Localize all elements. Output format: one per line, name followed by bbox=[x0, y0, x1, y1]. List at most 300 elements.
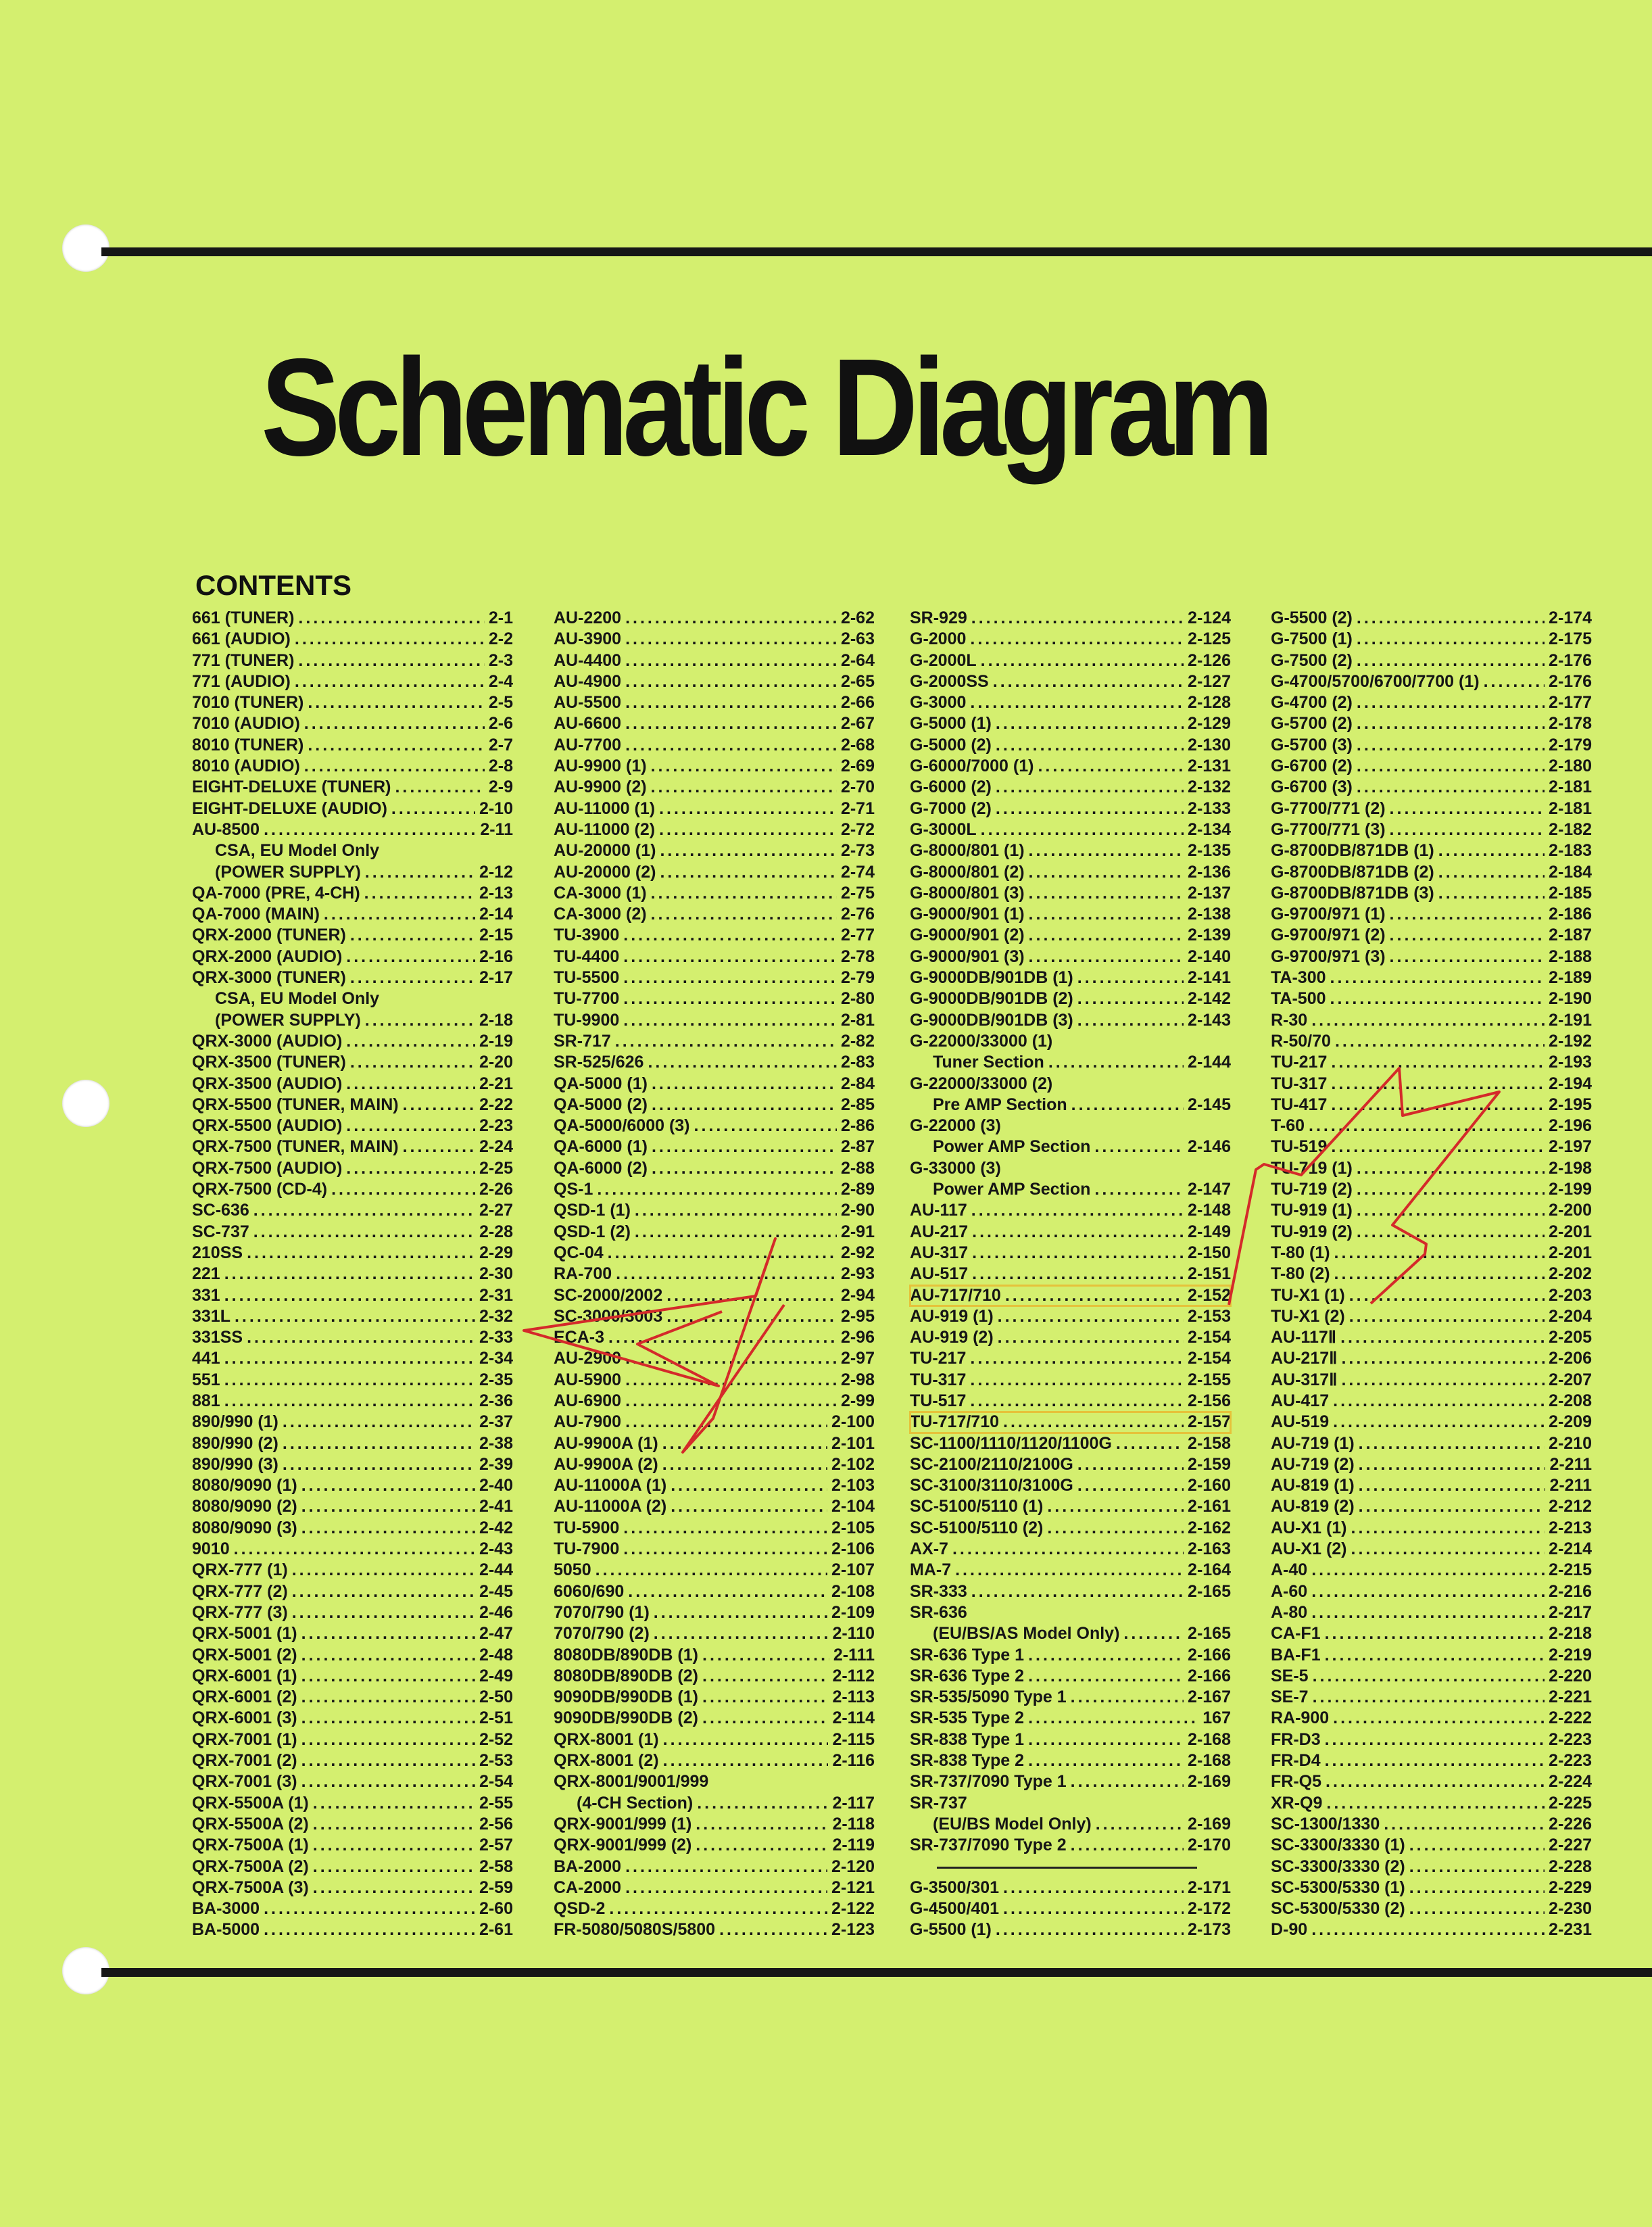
entry-model-name: G-8700DB/871DB (3) bbox=[1271, 883, 1434, 903]
entry-page-number: 2-12 bbox=[479, 862, 513, 882]
entry-model-name: RA-900 bbox=[1271, 1708, 1330, 1728]
entry-model-name: AU-8500 bbox=[192, 819, 260, 839]
entry-page-number: 2-181 bbox=[1549, 798, 1592, 818]
contents-heading: CONTENTS bbox=[195, 569, 351, 601]
entry-model-name: SC-5100/5110 (1) bbox=[910, 1497, 1044, 1516]
entry-page-number: 2-33 bbox=[479, 1328, 513, 1347]
entry-page-number: 2-56 bbox=[479, 1814, 513, 1834]
entry-model-name: (EU/BS Model Only) bbox=[933, 1814, 1092, 1834]
entry-model-name: (POWER SUPPLY) bbox=[215, 862, 361, 882]
entry-page-number: 2-97 bbox=[840, 1349, 875, 1368]
entry-model-name: QRX-2000 (AUDIO) bbox=[192, 947, 343, 966]
entry-page-number: 2-95 bbox=[840, 1306, 875, 1326]
entry-model-name: QRX-7001 (3) bbox=[192, 1772, 297, 1792]
entry-model-name: EIGHT-DELUXE (TUNER) bbox=[192, 777, 391, 797]
entry-page-number: 2-127 bbox=[1188, 671, 1231, 691]
entry-model-name: QRX-6001 (3) bbox=[192, 1708, 297, 1728]
entry-model-name: (4-CH Section) bbox=[577, 1793, 694, 1813]
entry-page-number: 2-57 bbox=[479, 1836, 513, 1855]
entry-model-name: QA-6000 (1) bbox=[554, 1137, 648, 1157]
entry-model-name: SR-636 bbox=[910, 1602, 967, 1622]
entry-model-name: SR-636 Type 1 bbox=[910, 1645, 1025, 1665]
entry-model-name: G-7700/771 (3) bbox=[1271, 819, 1386, 839]
entry-model-name: 7070/790 (1) bbox=[554, 1602, 650, 1622]
entry-model-name: SR-737 bbox=[910, 1793, 967, 1813]
entry-page-number: 2-130 bbox=[1188, 735, 1231, 755]
entry-page-number: 2-217 bbox=[1549, 1602, 1592, 1622]
entry-model-name: AU-9900A (1) bbox=[554, 1433, 658, 1453]
entry-page-number: 2-70 bbox=[840, 777, 875, 797]
entry-model-name: D-90 bbox=[1271, 1920, 1308, 1940]
entry-page-number: 2-193 bbox=[1549, 1053, 1592, 1072]
entry-page-number: 2-54 bbox=[479, 1772, 513, 1792]
entry-page-number: 2-89 bbox=[840, 1180, 875, 1199]
entry-model-name: QA-7000 (PRE, 4-CH) bbox=[192, 883, 360, 903]
entry-model-name: CSA, EU Model Only bbox=[215, 989, 380, 1009]
entry-page-number: 2-106 bbox=[831, 1539, 875, 1559]
entry-model-name: AU-717/710 bbox=[910, 1285, 1001, 1305]
entry-model-name: A-80 bbox=[1271, 1602, 1308, 1622]
entry-model-name: G-7500 (1) bbox=[1271, 629, 1353, 649]
entry-model-name: 331L bbox=[192, 1306, 230, 1326]
entry-model-name: QRX-3500 (TUNER) bbox=[192, 1053, 346, 1072]
entry-model-name: 331 bbox=[192, 1285, 220, 1305]
entry-page-number: 2-78 bbox=[840, 947, 875, 966]
entry-page-number: 2-108 bbox=[831, 1581, 875, 1601]
entry-page-number: 2-151 bbox=[1188, 1264, 1231, 1284]
entry-page-number: 2-6 bbox=[488, 714, 513, 734]
entry-model-name: AU-7700 bbox=[554, 735, 622, 755]
entry-page-number: 2-212 bbox=[1549, 1497, 1592, 1516]
entry-page-number: 167 bbox=[1202, 1708, 1231, 1728]
entry-model-name: G-2000L bbox=[910, 650, 977, 670]
entry-model-name: 8080/9090 (3) bbox=[192, 1518, 297, 1537]
entry-model-name: 331SS bbox=[192, 1328, 243, 1347]
entry-page-number: 2-117 bbox=[832, 1793, 875, 1813]
entry-model-name: QRX-777 (1) bbox=[192, 1560, 288, 1580]
entry-model-name: A-40 bbox=[1271, 1560, 1308, 1580]
entry-page-number: 2-3 bbox=[488, 650, 513, 670]
entry-model-name: QA-5000 (1) bbox=[554, 1074, 648, 1093]
entry-page-number: 2-76 bbox=[840, 905, 875, 924]
entry-model-name: SC-737 bbox=[192, 1222, 249, 1241]
entry-page-number: 2-79 bbox=[840, 968, 875, 988]
entry-page-number: 2-200 bbox=[1549, 1201, 1592, 1220]
entry-model-name: G-4700/5700/6700/7700 (1) bbox=[1271, 671, 1480, 691]
entry-model-name: Tuner Section bbox=[933, 1053, 1044, 1072]
entry-page-number: 2-202 bbox=[1549, 1264, 1592, 1284]
entry-page-number: 2-67 bbox=[840, 714, 875, 734]
entry-model-name: CSA, EU Model Only bbox=[215, 841, 380, 861]
entry-model-name: G-9000DB/901DB (2) bbox=[910, 989, 1073, 1009]
entry-model-name: T-80 (2) bbox=[1271, 1264, 1330, 1284]
entry-model-name: QRX-7001 (2) bbox=[192, 1751, 297, 1771]
entry-model-name: G-33000 (3) bbox=[910, 1158, 1001, 1178]
entry-model-name: FR-5080/5080S/5800 bbox=[554, 1920, 716, 1940]
entry-model-name: 8010 (AUDIO) bbox=[192, 757, 300, 776]
entry-page-number: 2-100 bbox=[831, 1412, 875, 1432]
entry-model-name: G-5000 (1) bbox=[910, 714, 992, 734]
entry-model-name: SC-3300/3330 (1) bbox=[1271, 1836, 1405, 1855]
entry-page-number: 2-168 bbox=[1188, 1751, 1231, 1771]
entry-model-name: QRX-6001 (2) bbox=[192, 1687, 297, 1707]
entry-model-name: G-7500 (2) bbox=[1271, 650, 1353, 670]
entry-model-name: TU-717/710 bbox=[910, 1412, 1000, 1432]
entry-model-name: QRX-7500 (AUDIO) bbox=[192, 1158, 343, 1178]
entry-model-name: 890/990 (2) bbox=[192, 1433, 278, 1453]
entry-page-number: 2-210 bbox=[1549, 1433, 1592, 1453]
entry-page-number: 2-88 bbox=[840, 1158, 875, 1178]
entry-model-name: AU-317 bbox=[910, 1243, 969, 1262]
entry-page-number: 2-123 bbox=[831, 1920, 875, 1940]
entry-page-number: 2-196 bbox=[1549, 1116, 1592, 1136]
entry-page-number: 2-52 bbox=[479, 1729, 513, 1749]
entry-model-name: AU-2200 bbox=[554, 608, 622, 627]
entry-model-name: QRX-5001 (2) bbox=[192, 1645, 297, 1665]
entry-page-number: 2-62 bbox=[840, 608, 875, 627]
entry-model-name: AU-317Ⅱ bbox=[1271, 1370, 1338, 1389]
entry-page-number: 2-119 bbox=[832, 1836, 875, 1855]
entry-model-name: TU-317 bbox=[910, 1370, 967, 1389]
entry-page-number: 2-17 bbox=[479, 968, 513, 988]
entry-page-number: 2-173 bbox=[1188, 1920, 1231, 1940]
entry-page-number: 2-147 bbox=[1188, 1180, 1231, 1199]
entry-page-number: 2-220 bbox=[1549, 1666, 1592, 1685]
entry-model-name: G-3500/301 bbox=[910, 1877, 1000, 1897]
entry-page-number: 2-195 bbox=[1549, 1095, 1592, 1114]
entry-page-number: 2-112 bbox=[832, 1666, 875, 1685]
entry-model-name: TU-417 bbox=[1271, 1095, 1328, 1114]
entry-model-name: SR-929 bbox=[910, 608, 967, 627]
entry-model-name: QSD-2 bbox=[554, 1899, 606, 1919]
entry-model-name: TU-719 (1) bbox=[1271, 1158, 1353, 1178]
entry-page-number: 2-134 bbox=[1188, 819, 1231, 839]
entry-page-number: 2-73 bbox=[840, 841, 875, 861]
entry-model-name: 9010 bbox=[192, 1539, 230, 1559]
entry-model-name: G-22000 (3) bbox=[910, 1116, 1001, 1136]
entry-model-name: 8080DB/890DB (1) bbox=[554, 1645, 698, 1665]
entry-model-name: G-2000SS bbox=[910, 671, 989, 691]
entry-page-number: 2-172 bbox=[1188, 1899, 1231, 1919]
entry-page-number: 2-102 bbox=[831, 1454, 875, 1474]
entry-page-number: 2-148 bbox=[1188, 1201, 1231, 1220]
red-annotation-arrow-right bbox=[1229, 1068, 1499, 1305]
entry-model-name: G-5700 (2) bbox=[1271, 714, 1353, 734]
entry-model-name: BA-2000 bbox=[554, 1857, 622, 1876]
entry-model-name: SC-2100/2110/2100G bbox=[910, 1454, 1073, 1474]
entry-model-name: AU-417 bbox=[1271, 1391, 1330, 1410]
entry-page-number: 2-188 bbox=[1549, 947, 1592, 966]
entry-model-name: TU-217 bbox=[1271, 1053, 1328, 1072]
entry-model-name: 8080/9090 (2) bbox=[192, 1497, 297, 1516]
entry-page-number: 2-104 bbox=[831, 1497, 875, 1516]
entry-page-number: 2-165 bbox=[1188, 1624, 1231, 1644]
entry-page-number: 2-46 bbox=[479, 1602, 513, 1622]
entry-page-number: 2-92 bbox=[840, 1243, 875, 1262]
entry-model-name: ECA-3 bbox=[554, 1328, 605, 1347]
entry-model-name: G-8700DB/871DB (2) bbox=[1271, 862, 1434, 882]
entry-page-number: 2-55 bbox=[479, 1793, 513, 1813]
entry-model-name: 661 (AUDIO) bbox=[192, 629, 291, 649]
entry-page-number: 2-98 bbox=[840, 1370, 875, 1389]
entry-model-name: TU-517 bbox=[910, 1391, 967, 1410]
entry-model-name: SR-737/7090 Type 1 bbox=[910, 1772, 1067, 1792]
entry-model-name: G-9000/901 (1) bbox=[910, 905, 1025, 924]
entry-page-number: 2-150 bbox=[1188, 1243, 1231, 1262]
entry-page-number: 2-176 bbox=[1549, 650, 1592, 670]
entry-page-number: 2-177 bbox=[1549, 693, 1592, 713]
entry-model-name: G-7000 (2) bbox=[910, 798, 992, 818]
entry-page-number: 2-44 bbox=[479, 1560, 513, 1580]
entry-page-number: 2-154 bbox=[1188, 1328, 1231, 1347]
entry-model-name: SC-3100/3110/3100G bbox=[910, 1476, 1073, 1495]
entry-model-name: AU-919 (2) bbox=[910, 1328, 994, 1347]
entry-page-number: 2-153 bbox=[1188, 1306, 1231, 1326]
entry-model-name: A-60 bbox=[1271, 1581, 1308, 1601]
entry-page-number: 2-74 bbox=[840, 862, 875, 882]
entry-page-number: 2-96 bbox=[840, 1328, 875, 1347]
entry-model-name: 771 (AUDIO) bbox=[192, 671, 291, 691]
entry-page-number: 2-206 bbox=[1549, 1349, 1592, 1368]
entry-page-number: 2-181 bbox=[1549, 777, 1592, 797]
entry-page-number: 2-133 bbox=[1188, 798, 1231, 818]
entry-model-name: 7010 (AUDIO) bbox=[192, 714, 300, 734]
entry-model-name: EIGHT-DELUXE (AUDIO) bbox=[192, 798, 387, 818]
entry-page-number: 2-90 bbox=[840, 1201, 875, 1220]
entry-page-number: 2-107 bbox=[831, 1560, 875, 1580]
entry-model-name: TU-X1 (1) bbox=[1271, 1285, 1345, 1305]
entry-page-number: 2-178 bbox=[1549, 714, 1592, 734]
entry-model-name: FR-D3 bbox=[1271, 1729, 1321, 1749]
entry-model-name: 5050 bbox=[554, 1560, 591, 1580]
entry-model-name: QRX-2000 (TUNER) bbox=[192, 926, 346, 945]
entry-page-number: 2-125 bbox=[1188, 629, 1231, 649]
entry-model-name: QRX-7001 (1) bbox=[192, 1729, 297, 1749]
entry-page-number: 2-66 bbox=[840, 693, 875, 713]
entry-model-name: AU-719 (1) bbox=[1271, 1433, 1355, 1453]
entry-model-name: TU-5900 bbox=[554, 1518, 620, 1537]
entry-model-name: QRX-777 (3) bbox=[192, 1602, 288, 1622]
entry-model-name: CA-2000 bbox=[554, 1877, 622, 1897]
entry-page-number: 2-4 bbox=[488, 671, 513, 691]
entry-model-name: 8080/9090 (1) bbox=[192, 1476, 297, 1495]
entry-page-number: 2-99 bbox=[840, 1391, 875, 1410]
entry-model-name: 661 (TUNER) bbox=[192, 608, 295, 627]
entry-model-name: 8080DB/890DB (2) bbox=[554, 1666, 698, 1685]
entry-model-name: TU-9900 bbox=[554, 1010, 620, 1030]
entry-page-number: 2-23 bbox=[479, 1116, 513, 1136]
entry-model-name: AU-11000A (1) bbox=[554, 1476, 667, 1495]
entry-model-name: AU-519 bbox=[1271, 1412, 1330, 1432]
entry-page-number: 2-157 bbox=[1188, 1412, 1231, 1432]
entry-model-name: G-9000DB/901DB (3) bbox=[910, 1010, 1073, 1030]
entry-page-number: 2-194 bbox=[1549, 1074, 1592, 1093]
entry-model-name: AU-9900 (2) bbox=[554, 777, 647, 797]
entry-page-number: 2-159 bbox=[1188, 1454, 1231, 1474]
entry-model-name: CA-3000 (2) bbox=[554, 905, 647, 924]
entry-page-number: 2-77 bbox=[840, 926, 875, 945]
entry-model-name: 771 (TUNER) bbox=[192, 650, 295, 670]
entry-model-name: QRX-7500 (CD-4) bbox=[192, 1180, 328, 1199]
entry-page-number: 2-53 bbox=[479, 1751, 513, 1771]
entry-page-number: 2-176 bbox=[1549, 671, 1592, 691]
entry-page-number: 2-207 bbox=[1549, 1370, 1592, 1389]
entry-page-number: 2-160 bbox=[1188, 1476, 1231, 1495]
entry-page-number: 2-116 bbox=[832, 1751, 875, 1771]
entry-model-name: 221 bbox=[192, 1264, 220, 1284]
entry-page-number: 2-19 bbox=[479, 1031, 513, 1051]
entry-model-name: AU-819 (1) bbox=[1271, 1476, 1355, 1495]
entry-model-name: TU-3900 bbox=[554, 926, 620, 945]
entry-page-number: 2-184 bbox=[1549, 862, 1592, 882]
entry-model-name: 9090DB/990DB (2) bbox=[554, 1708, 698, 1728]
entry-page-number: 2-165 bbox=[1188, 1581, 1231, 1601]
entry-page-number: 2-2 bbox=[488, 629, 513, 649]
entry-model-name: QRX-7500A (1) bbox=[192, 1836, 309, 1855]
entry-page-number: 2-72 bbox=[840, 819, 875, 839]
entry-model-name: QRX-3500 (AUDIO) bbox=[192, 1074, 343, 1093]
entry-model-name: AU-3900 bbox=[554, 629, 622, 649]
entry-model-name: MA-7 bbox=[910, 1560, 952, 1580]
entry-page-number: 2-38 bbox=[479, 1433, 513, 1453]
entry-model-name: R-30 bbox=[1271, 1010, 1308, 1030]
entry-page-number: 2-35 bbox=[479, 1370, 513, 1389]
entry-page-number: 2-174 bbox=[1549, 608, 1592, 627]
entry-page-number: 2-201 bbox=[1549, 1243, 1592, 1262]
entry-page-number: 2-65 bbox=[840, 671, 875, 691]
entry-model-name: AU-X1 (2) bbox=[1271, 1539, 1347, 1559]
entry-page-number: 2-223 bbox=[1549, 1751, 1592, 1771]
entry-page-number: 2-20 bbox=[479, 1053, 513, 1072]
entry-model-name: QRX-5500 (TUNER, MAIN) bbox=[192, 1095, 399, 1114]
entry-model-name: CA-F1 bbox=[1271, 1624, 1321, 1644]
entry-model-name: G-9000/901 (2) bbox=[910, 926, 1025, 945]
entry-page-number: 2-128 bbox=[1188, 693, 1231, 713]
entry-model-name: AU-11000 (2) bbox=[554, 819, 656, 839]
entry-page-number: 2-109 bbox=[831, 1602, 875, 1622]
entry-model-name: 9090DB/990DB (1) bbox=[554, 1687, 698, 1707]
entry-page-number: 2-5 bbox=[488, 693, 513, 713]
entry-model-name: SC-2000/2002 bbox=[554, 1285, 663, 1305]
entry-model-name: QA-5000/6000 (3) bbox=[554, 1116, 690, 1136]
entry-model-name: AX-7 bbox=[910, 1539, 948, 1559]
entry-page-number: 2-34 bbox=[479, 1349, 513, 1368]
entry-model-name: Pre AMP Section bbox=[933, 1095, 1067, 1114]
entry-model-name: AU-6600 bbox=[554, 714, 622, 734]
entry-page-number: 2-48 bbox=[479, 1645, 513, 1665]
entry-model-name: TU-519 bbox=[1271, 1137, 1328, 1157]
entry-page-number: 2-68 bbox=[840, 735, 875, 755]
entry-model-name: AU-819 (2) bbox=[1271, 1497, 1355, 1516]
entry-page-number: 2-225 bbox=[1549, 1793, 1592, 1813]
entry-model-name: QRX-7500A (2) bbox=[192, 1857, 309, 1876]
entry-page-number: 2-141 bbox=[1188, 968, 1231, 988]
entry-model-name: 890/990 (3) bbox=[192, 1454, 278, 1474]
entry-model-name: QRX-7500A (3) bbox=[192, 1877, 309, 1897]
entry-page-number: 2-59 bbox=[479, 1877, 513, 1897]
entry-page-number: 2-41 bbox=[479, 1497, 513, 1516]
entry-model-name: SR-838 Type 2 bbox=[910, 1751, 1025, 1771]
entry-model-name: G-9700/971 (1) bbox=[1271, 905, 1386, 924]
entry-page-number: 2-22 bbox=[479, 1095, 513, 1114]
entry-model-name: SC-3300/3330 (2) bbox=[1271, 1857, 1405, 1876]
entry-model-name: 881 bbox=[192, 1391, 220, 1410]
entry-page-number: 2-143 bbox=[1188, 1010, 1231, 1030]
entry-page-number: 2-18 bbox=[479, 1010, 513, 1030]
entry-page-number: 2-169 bbox=[1188, 1772, 1231, 1792]
entry-page-number: 2-16 bbox=[479, 947, 513, 966]
entry-model-name: G-8700DB/871DB (1) bbox=[1271, 841, 1434, 861]
entry-model-name: QRX-5500 (AUDIO) bbox=[192, 1116, 343, 1136]
entry-page-number: 2-168 bbox=[1188, 1729, 1231, 1749]
entry-page-number: 2-222 bbox=[1549, 1708, 1592, 1728]
entry-model-name: 7010 (TUNER) bbox=[192, 693, 304, 713]
entry-model-name: G-7700/771 (2) bbox=[1271, 798, 1386, 818]
entry-page-number: 2-28 bbox=[479, 1222, 513, 1241]
entry-page-number: 2-215 bbox=[1549, 1560, 1592, 1580]
entry-model-name: 551 bbox=[192, 1370, 220, 1389]
entry-page-number: 2-136 bbox=[1188, 862, 1231, 882]
entry-model-name: G-6700 (3) bbox=[1271, 777, 1353, 797]
entry-model-name: QA-6000 (2) bbox=[554, 1158, 648, 1178]
entry-page-number: 2-82 bbox=[840, 1031, 875, 1051]
entry-page-number: 2-149 bbox=[1188, 1222, 1231, 1241]
entry-model-name: QA-7000 (MAIN) bbox=[192, 905, 320, 924]
entry-page-number: 2-164 bbox=[1188, 1560, 1231, 1580]
entry-page-number: 2-43 bbox=[479, 1539, 513, 1559]
entry-page-number: 2-131 bbox=[1188, 757, 1231, 776]
entry-model-name: SR-535/5090 Type 1 bbox=[910, 1687, 1067, 1707]
entry-model-name: SR-838 Type 1 bbox=[910, 1729, 1025, 1749]
entry-model-name: QSD-1 (1) bbox=[554, 1201, 631, 1220]
entry-model-name: 6060/690 bbox=[554, 1581, 625, 1601]
entry-page-number: 2-214 bbox=[1549, 1539, 1592, 1559]
entry-page-number: 2-45 bbox=[479, 1581, 513, 1601]
entry-model-name: AU-20000 (1) bbox=[554, 841, 656, 861]
entry-model-name: 441 bbox=[192, 1349, 220, 1368]
entry-model-name: QS-1 bbox=[554, 1180, 593, 1199]
entry-page-number: 2-201 bbox=[1549, 1222, 1592, 1241]
entry-model-name: QRX-5500A (1) bbox=[192, 1793, 309, 1813]
entry-model-name: SE-5 bbox=[1271, 1666, 1309, 1685]
entry-page-number: 2-142 bbox=[1188, 989, 1231, 1009]
entry-page-number: 2-228 bbox=[1549, 1857, 1592, 1876]
entry-page-number: 2-204 bbox=[1549, 1306, 1592, 1326]
entry-page-number: 2-213 bbox=[1549, 1518, 1592, 1537]
page-title: Schematic Diagram bbox=[261, 330, 1269, 485]
entry-page-number: 2-115 bbox=[832, 1729, 875, 1749]
entry-page-number: 2-170 bbox=[1188, 1836, 1231, 1855]
entry-model-name: G-8000/801 (2) bbox=[910, 862, 1025, 882]
entry-page-number: 2-11 bbox=[480, 819, 513, 839]
entry-page-number: 2-103 bbox=[831, 1476, 875, 1495]
entry-model-name: G-5000 (2) bbox=[910, 735, 992, 755]
entry-model-name: G-9000DB/901DB (1) bbox=[910, 968, 1073, 988]
entry-model-name: G-22000/33000 (1) bbox=[910, 1031, 1053, 1051]
entry-page-number: 2-158 bbox=[1188, 1433, 1231, 1453]
entry-page-number: 2-175 bbox=[1549, 629, 1592, 649]
entry-model-name: TU-919 (1) bbox=[1271, 1201, 1353, 1220]
entry-model-name: TU-7900 bbox=[554, 1539, 620, 1559]
entry-page-number: 2-36 bbox=[479, 1391, 513, 1410]
entry-page-number: 2-186 bbox=[1549, 905, 1592, 924]
entry-model-name: TA-300 bbox=[1271, 968, 1326, 988]
entry-model-name: SC-1300/1330 bbox=[1271, 1814, 1380, 1834]
entry-model-name: AU-20000 (2) bbox=[554, 862, 656, 882]
entry-page-number: 2-179 bbox=[1549, 735, 1592, 755]
entry-page-number: 2-122 bbox=[831, 1899, 875, 1919]
entry-model-name: AU-919 (1) bbox=[910, 1306, 994, 1326]
